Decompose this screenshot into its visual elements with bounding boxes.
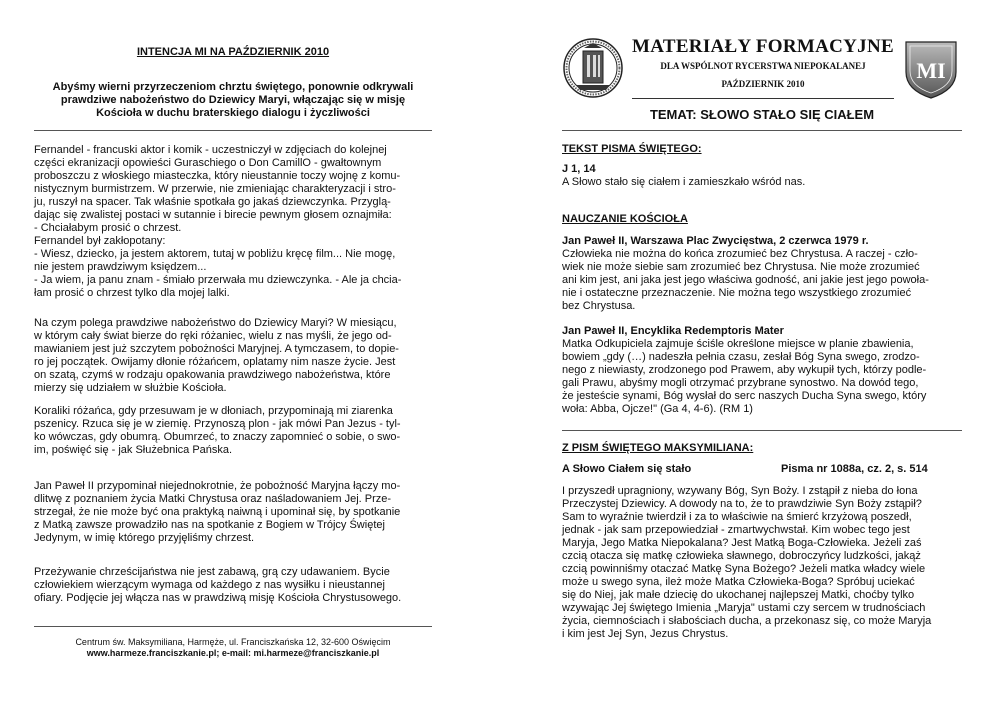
maximilian-text [562,485,962,641]
text-line: nie jestem prawdziwym księdzem... [34,261,207,273]
text-line: woła: Abba, Ojcze!" (Ga 4, 4-6). (RM 1) [562,403,753,415]
mi-logo-text: MI [916,58,946,83]
text-line: nie i ostateczne przeznaczenie. Nie można tego wszystkiego zrozumieć [562,287,912,299]
text-line: czcią powinniśmy otaczać Matkę Syna Bożego? Jeżeli matka władcy wiele [562,563,926,575]
text-line: się do Niej, jak małe dziecię do ukochanej najlepszej Matki, choćby tylko [562,589,915,601]
text-line: łam prosić o chrzest tylko dla mojej lalki. [34,287,230,299]
text-line: i kim jest Jej Syn, Jezus Chrystus. [562,628,729,640]
text-line: proboszczu z włoskiego miasteczka, który nieustannie toczy wojnę z komu- [34,170,401,182]
scripture-reference: J 1, 14 [562,163,596,175]
text-line: - Chciałabym prosić o chrzest. [34,222,182,234]
teaching-source-1: Jan Paweł II, Warszawa Plac Zwycięstwa, 2 czerwca 1979 r. [562,235,869,247]
story-paragraph [34,144,432,300]
text-line: w którym cały świat bierze do ręki różaniec, wielu z nas myśli, że jego od- [34,330,392,342]
text-line: dlitwę z poznaniem życia Matki Chrystusa oraz naśladowaniem Jej. Prze- [34,493,392,505]
text-line: części ekranizacji opowieści Guraschiego o Don CamillO - gwałtownym [34,157,382,169]
footer-address: Centrum św. Maksymiliana, Harmęże, ul. Franciszkańska 12, 32-600 Oświęcim [75,637,391,647]
header-month: PAŹDZIERNIK 2010 [721,79,805,89]
text-line: Koraliki różańca, gdy przesuwam je w dłoniach, przypominają mi ziarenka [34,405,393,417]
maximilian-heading: Z PISM ŚWIĘTEGO MAKSYMILIANA: [562,442,754,454]
section-divider [562,430,962,431]
text-line: - Wiesz, dziecko, ja jestem aktorem, tutaj w pobliżu kręcę film... Nie mogę, [34,248,396,260]
divider [34,130,432,131]
text-line: strzegał, że nie może być ona praktyką naiwną i upominał się, by spotkanie [34,506,401,518]
text-line: Przeczystej Dziewicy. A dowody na to, że to prawdziwie Syn Boży zstąpił? [562,498,922,510]
intention-title: INTENCJA MI NA PAŹDZIERNIK 2010 [136,46,330,58]
teaching-source-2: Jan Paweł II, Encyklika Redemptoris Mater [562,325,784,337]
text-line: Fernandel był zakłopotany: [34,235,166,247]
text-line: gali Prawu, abyśmy mogli otrzymać przybrane synostwo. Na dowód tego, [562,377,919,389]
text-line: I przyszedł upragniony, wzywany Bóg, Syn Boży. I zstąpił z nieba do łona [562,485,918,497]
theme-title: TEMAT: SŁOWO STAŁO SIĘ CIAŁEM [649,107,875,122]
text-line: Maryja, Jego Matka Niepokalana? Jest Matką Boga-Człowieka. Jeżeli zaś [562,537,922,549]
header-subtitle: DLA WSPÓLNOT RYCERSTWA NIEPOKALANEJ [660,61,866,71]
header-divider [632,98,894,99]
text-line: nego z niewiasty, zrodzonego pod Prawem, aby wykupił tych, którzy podle- [562,364,927,376]
maximilian-subheading [562,463,962,476]
order-emblem-icon [562,35,624,101]
text-line: ofiary. Podjęcie jej włącza nas w prawdziwą misję Kościoła Chrystusowego. [34,592,402,604]
devotion-paragraph [34,317,432,395]
text-line: ju, ruszył na spacer. Tak właśnie spotkała go jakaś dziewczynka. Przyglą- [34,196,391,208]
text-line: Matka Odkupiciela zajmuje ściśle określone miejsce w planie zbawienia, [562,338,914,350]
intention-text: Abyśmy wierni przyrzeczeniom chrztu świętego, ponownie odkrywali prawdziwe nabożeństwo do Dziewicy Maryi, włączając się w misję Kościoła w duchu braterskiego dialogu i życzliwości [52,81,414,119]
text-line: nistycznym burmistrzem. W przerwie, nie zmieniając charakteryzacji i stro- [34,183,396,195]
text-line: Przeżywanie chrześcijaństwa nie jest zabawą, grą czy udawaniem. Bycie [34,566,390,578]
text-line: wiek nie może siebie sam zrozumieć bez Chrystusa. Nie może zrozumieć [562,261,920,273]
text-line: Sam to wyraźnie twierdził i za to właściwie na śmierć krzyżową poszedł, [562,511,912,523]
text-line: że jesteście synami, Bóg wysłał do serc naszych Ducha Syna swego, który [562,390,927,402]
teaching-text-2 [562,338,962,416]
text-line: Na czym polega prawdziwe nabożeństwo do Dziewicy Maryi? W miesiącu, [34,317,397,329]
text-line: człowiekiem wierzącym wymaga od każdego z nas wysiłku i nieustannej [34,579,385,591]
maximilian-title: A Słowo Ciałem się stało [562,463,692,475]
church-teaching-heading: NAUCZANIE KOŚCIOŁA [562,213,688,225]
text-line: wzywając Jej świętego Imienia „Maryja" ustami czy sercem w trudnościach [562,602,926,614]
text-line: może u swego syna, ileż może Matka Człowieka-Boga? Spróbuj uciekać [562,576,915,588]
text-line: mawianiem jest już szczytem pobożności Maryjnej. A tymczasem, to dopie- [34,343,399,355]
teaching-text-1 [562,248,962,313]
text-line: życia, ciemnościach i słabościach ducha, a przekonasz się, co może Maryja [562,615,932,627]
scripture-text: A Słowo stało się ciałem i zamieszkało wśród nas. [562,176,806,188]
christianity-paragraph [34,566,432,605]
text-line: - Ja wiem, ja panu znam - śmiało przerwała mu dziewczynka. - Ale ja chcia- [34,274,402,286]
text-line: z Matką zawsze prowadziło nas na spotkanie z Bogiem w Trójcy Świętej [34,519,385,531]
mi-logo [900,38,962,100]
maximilian-source: Pisma nr 1088a, cz. 2, s. 514 [781,463,928,475]
text-line: ani kim jest, ani jaka jest jego właściwa godność, ani jakie jest jego powoła- [562,274,929,286]
footer-divider [34,626,432,627]
church-teaching-block-2 [562,325,962,416]
text-line: on szatą, czymś w rodzaju opakowania prawdziwego nabożeństwa, które [34,369,391,381]
text-line: ko wówczas, gdy obumrą. Obumrzeć, to znaczy zapomnieć o sobie, o swo- [34,431,401,443]
text-line: im, poświęć się - jak Służebnica Pańska. [34,444,233,456]
text-line: mierzy się udziałem w służbie Kościoła. [34,382,227,394]
text-line: jednak - jak sam przepowiedział - zmartwychwstał. Kim wobec tego jest [562,524,910,536]
text-line: Jedynym, w imię którego przyjęliśmy chrzest. [34,532,255,544]
scripture-heading: TEKST PISMA ŚWIĘTEGO: [562,143,702,155]
text-line: Fernandel - francuski aktor i komik - uczestniczył w zdjęciach do kolejnej [34,144,387,156]
john-paul-paragraph [34,480,432,545]
footer [34,637,432,659]
church-teaching-block [562,235,962,313]
text-line: czcią otacza się matkę człowieka sławnego, dobroczyńcy ludzkości, jakąż [562,550,921,562]
maximilian-block [562,463,962,641]
footer-contact: www.harmeze.franciszkanie.pl; e-mail: mi.harmeze@franciszkanie.pl [86,648,380,658]
rosary-paragraph [34,405,432,457]
text-line: bowiem „gdy (…) nadeszła pełnia czasu, zesłał Bóg Syna swego, zrodzo- [562,351,920,363]
scripture-block [562,163,962,189]
text-line: dając się zwalistej postaci w sutannie i birecie pewnym głosem oznajmiła: [34,209,392,221]
text-line: ro jej początek. Owijamy dłonie różańcem, oplatamy nim nasze życie. Jest [34,356,396,368]
text-line: Jan Paweł II przypominał niejednokrotnie, że pobożność Maryjna łączy mo- [34,480,401,492]
theme-divider [562,130,962,131]
text-line: Człowieka nie można do końca zrozumieć bez Chrystusa. A raczej - czło- [562,248,918,260]
header-title: MATERIAŁY FORMACYJNE [632,36,894,57]
text-line: pszenicy. Rzuca się je w ziemię. Przynoszą plon - jak mówi Pan Jezus - tyl- [34,418,401,430]
text-line: bez Chrystusa. [562,300,636,312]
